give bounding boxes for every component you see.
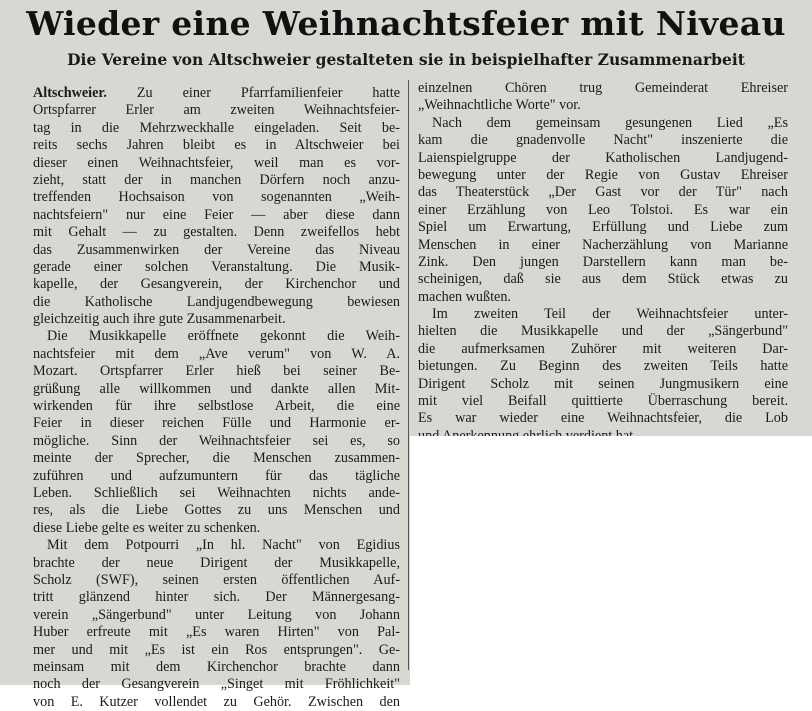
text-line: einer Erzählung von Leo Tolstoi. Es war ein	[418, 201, 788, 218]
text-line: das Theaterstück „Der Gast vor der Tür" nach	[418, 184, 788, 201]
text-line: zieht, statt der in manchen Dörfern noch anzu-	[33, 171, 400, 188]
text-line: tritt glänzend hinter sich. Der Männergesang-	[33, 589, 400, 606]
text-line: brachte der neue Dirigent der Musikkapelle,	[33, 554, 400, 571]
text-line: mit Gehalt — zu gestalten. Denn zweifellos hebt	[33, 224, 400, 241]
text-line: Altschweier. Zu einer Pfarrfamilienfeier hatte	[33, 85, 400, 101]
text-line: Scholz (SWF), seinen ersten öffentlichen Auf-	[33, 571, 400, 588]
text-line: Mozart. Ortspfarrer Erler hieß bei seiner Be-	[33, 363, 400, 380]
text-line: Mit dem Potpourri „In hl. Nacht" von Egidius	[47, 537, 400, 554]
text-line: mögliche. Sinn der Weihnachtsfeier sei es, so	[33, 432, 400, 449]
text-line: diese Liebe gelte es weiter zu schenken.	[33, 519, 261, 536]
text-line: Leben. Schließlich sei Weihnachten nichts ande-	[33, 484, 400, 501]
text-line: wirkenden für ihre selbstlose Arbeit, die eine	[33, 398, 400, 415]
text-line: hielten die Musikkapelle und der „Sängerbund"	[418, 323, 788, 340]
text-line: zuführen und aufzumuntern für das tägliche	[33, 467, 400, 484]
text-line: res, als die Liebe Gottes zu uns Menschen und	[33, 502, 400, 519]
text-line: die Katholische Landjugendbewegung bewiesen	[33, 293, 400, 310]
text-line: scheinigen, daß sie aus dem Stück etwas zu	[418, 271, 788, 288]
text-line: bietungen. Zu Beginn des zweiten Teils hatte	[418, 358, 788, 375]
text-line: Menschen in einer Nacherzählung von Marianne	[418, 236, 788, 253]
text-line: kam die gnadenvolle Nacht" inszenierte die	[418, 132, 788, 149]
text-line: nachtsfeier mit dem „Ave verum" von W. A.	[33, 345, 400, 362]
text-line: Die Musikkapelle eröffnete gekonnt die Weih-	[47, 328, 400, 345]
text-line: grüßung alle willkommen und dankte allen Mit-	[33, 380, 400, 397]
text-line: machen wußten.	[418, 288, 511, 305]
blank-area	[410, 436, 812, 685]
headline: Wieder eine Weihnachtsfeier mit Niveau	[26, 4, 786, 43]
text-line: Im zweiten Teil der Weihnachtsfeier unter-	[432, 306, 788, 323]
text-line: gleichzeitig auch ihre gute Zusammenarbeit.	[33, 311, 286, 328]
place-name: Altschweier.	[33, 85, 107, 101]
column-divider	[408, 80, 409, 670]
text-line: Spiel um Erwartung, Erfüllung und Liebe zum	[418, 219, 788, 236]
text-line: Dirigent Scholz mit seinen Jungmusikern eine	[418, 375, 788, 392]
text-line: das Zusammenwirken der Vereine das Niveau	[33, 241, 400, 258]
article-column-2	[418, 80, 788, 445]
text-line: Feier in dieser reichen Fülle und Harmonie er-	[33, 415, 400, 432]
text-line: treffenden Hochsaison von sogenannten „Weih-	[33, 189, 400, 206]
text-line: mit viel Beifall quittierte Überraschung bereit.	[418, 393, 788, 410]
text-line: gerade einer solchen Veranstaltung. Die Musik-	[33, 258, 400, 275]
text-line: nachtsfeiern" nur eine Feier — aber diese dann	[33, 206, 400, 223]
text-line: bewegung unter der Regie von Gustav Ehreiser	[418, 166, 788, 183]
text-line: Zink. Den jungen Darstellern kann man be-	[418, 253, 788, 270]
text-line: meinsam mit dem Kirchenchor brachte dann	[33, 658, 400, 675]
text-line: die aufmerksamen Zuhörer mit weiteren Dar-	[418, 340, 788, 357]
text-line: tag in die Mehrzweckhalle eingeladen. Seit be-	[33, 119, 400, 136]
text-line: reits sechs Jahren bleibt es in Altschweier bei	[33, 137, 400, 154]
text-line: einzelnen Chören trug Gemeinderat Ehreiser	[418, 80, 788, 96]
text-line: verein „Sängerbund" unter Leitung von Johann	[33, 606, 400, 623]
text-line: dieser einen Weihnachtsfeier, weil man es vor-	[33, 154, 400, 171]
text-line: Es war wieder eine Weihnachtsfeier, die Lob	[418, 410, 788, 427]
text-line: noch der Gesangverein „Singet mit Fröhlichkeit"	[33, 676, 400, 693]
text-line: Huber erfreute mit „Es waren Hirten" von Pal-	[33, 624, 400, 641]
text-line: meinte der Sprecher, die Menschen zusammen-	[33, 450, 400, 467]
text-line: Laienspielgruppe der Katholischen Landjugend-	[418, 149, 788, 166]
text-line: von E. Kutzer vollendet zu Gehör. Zwischen den	[33, 693, 400, 710]
article-column-1	[33, 85, 400, 711]
subheadline: Die Vereine von Altschweier gestalteten sie in beispielhafter Zusammenarbeit	[67, 50, 745, 69]
text-line: „Weihnachtliche Worte" vor.	[418, 97, 581, 114]
text-line: kapelle, der Gesangverein, der Kirchenchor und	[33, 276, 400, 293]
text-line: Nach dem gemeinsam gesungenen Lied „Es	[432, 114, 788, 131]
text-line: Ortspfarrer Erler am zweiten Weihnachtsfeier-	[33, 102, 400, 119]
text-line: mer und mit „Es ist ein Ros entsprungen". Ge-	[33, 641, 400, 658]
